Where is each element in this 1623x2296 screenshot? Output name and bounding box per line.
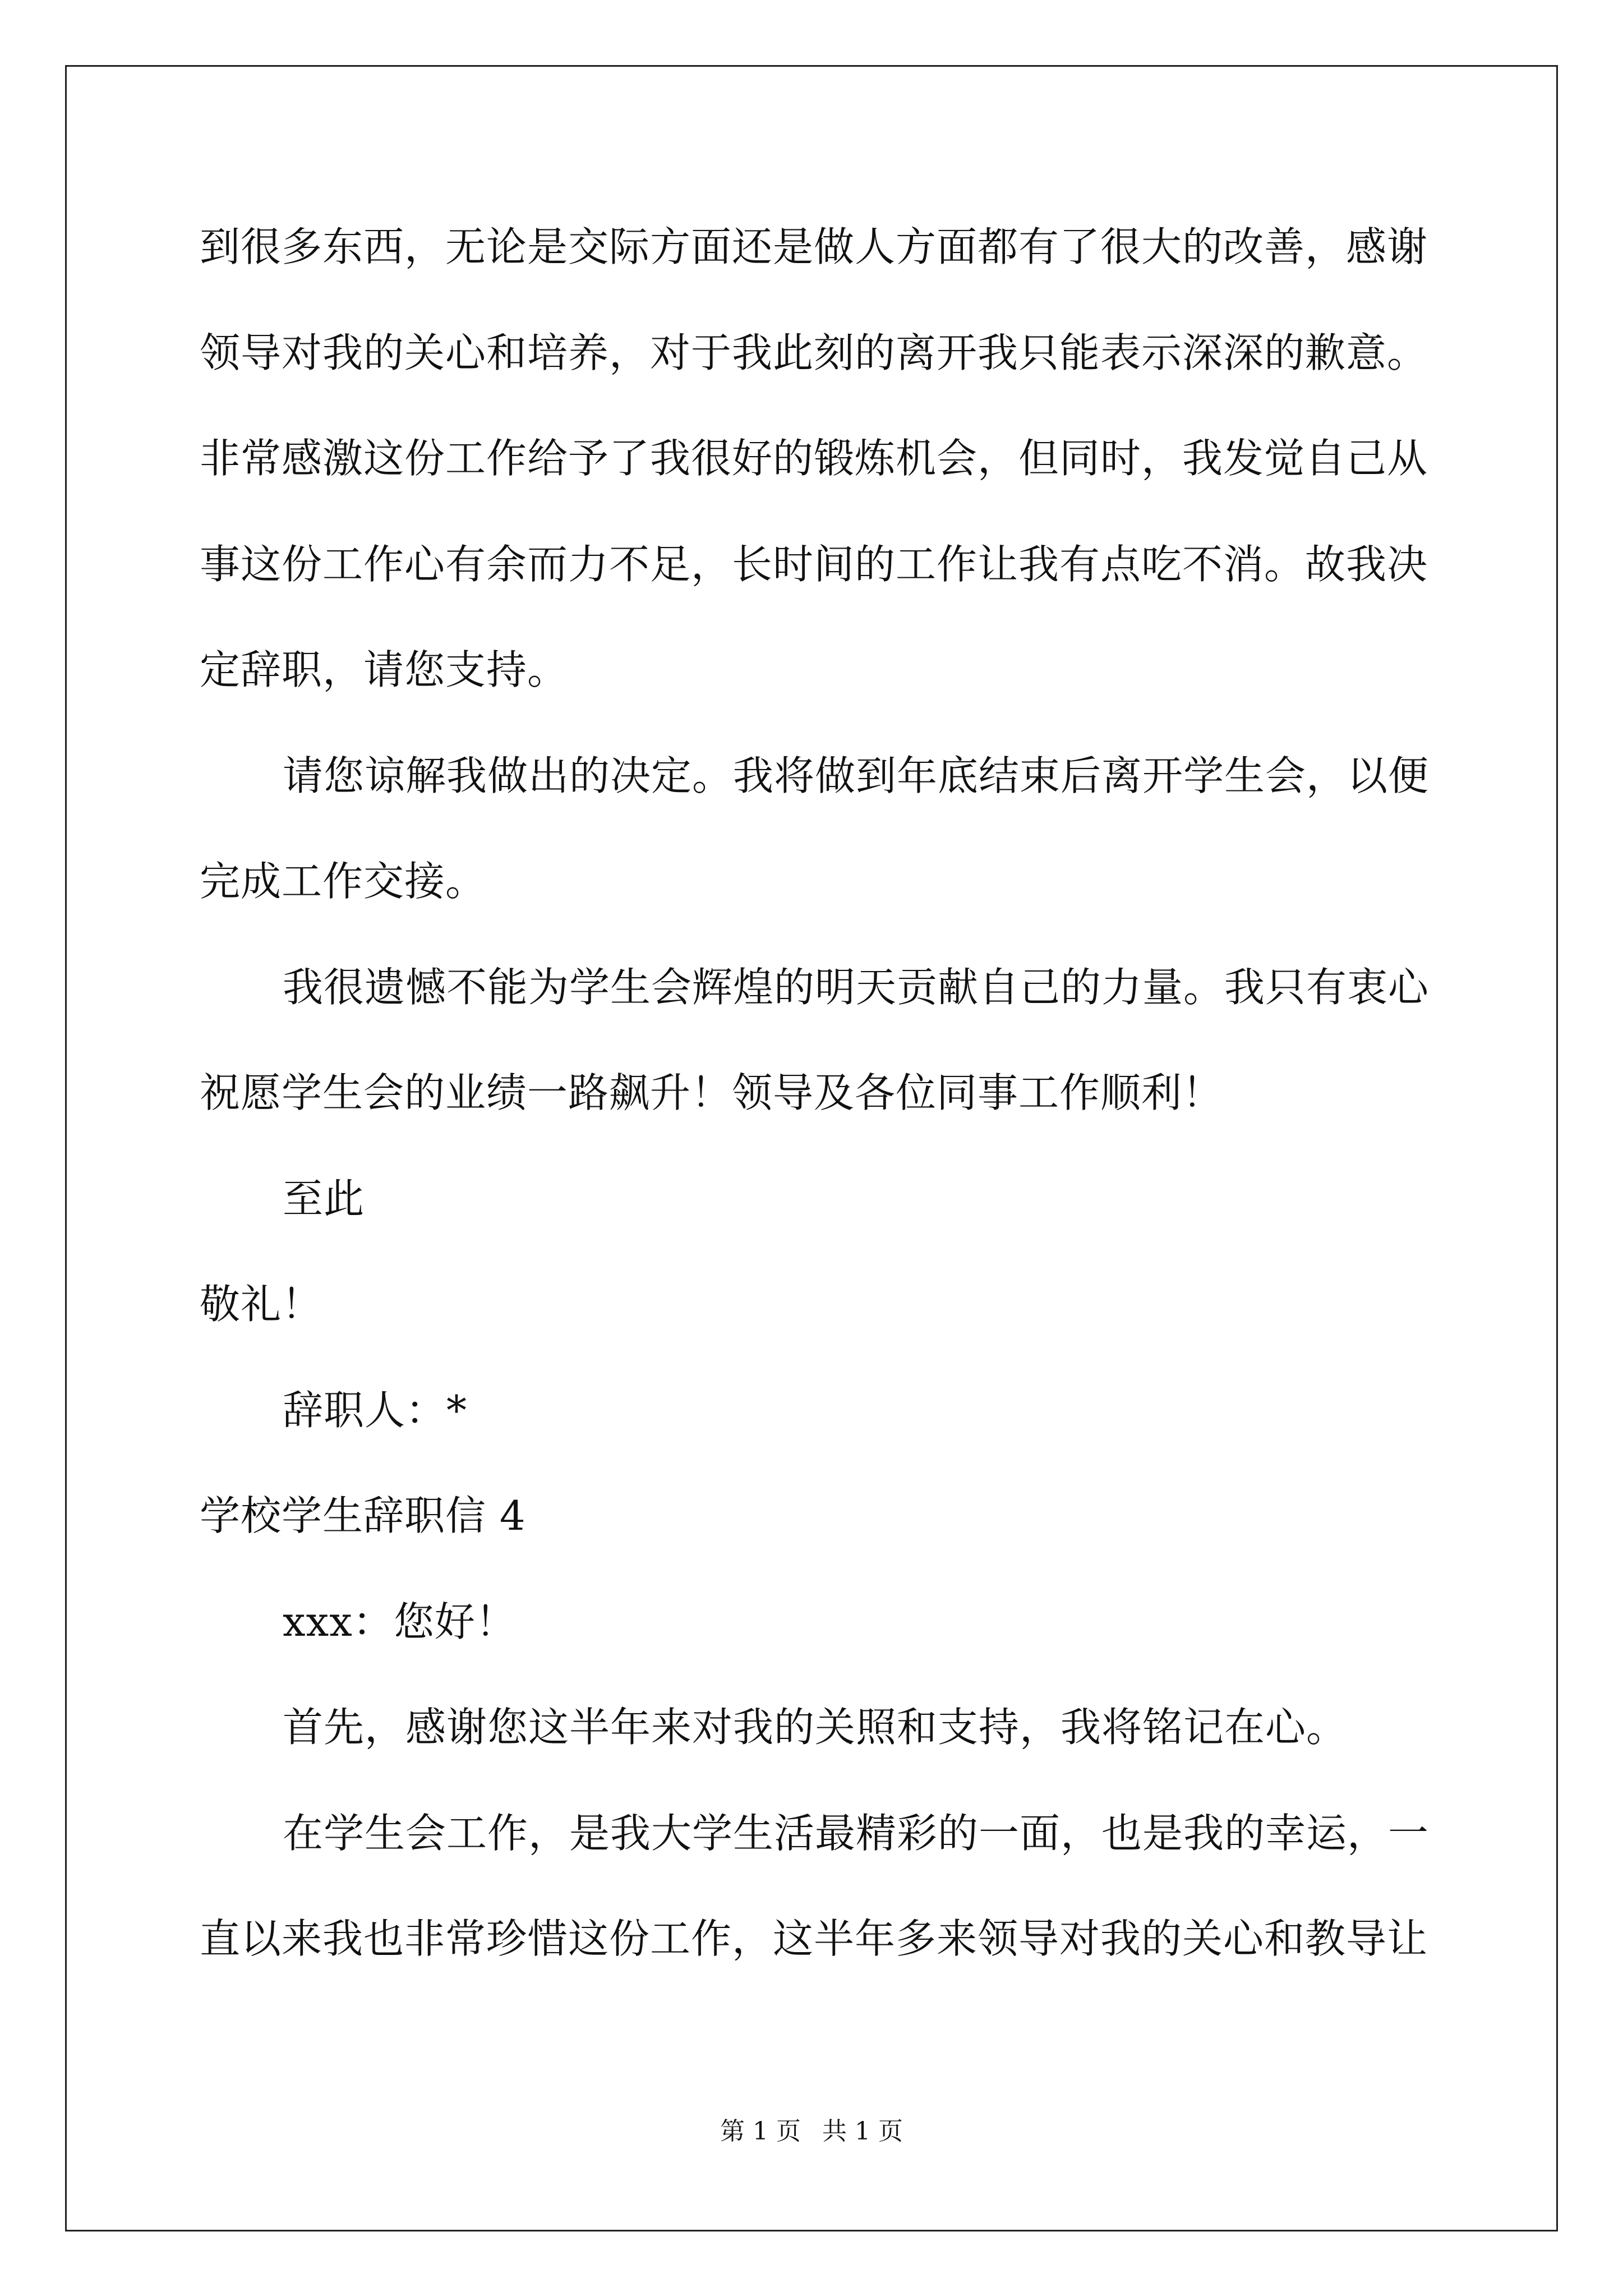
page-number: 第 1 页 bbox=[720, 2117, 801, 2146]
document-body bbox=[200, 213, 1433, 2011]
text-line: 我很遗憾不能为学生会辉煌的明天贡献自己的力量。我只有衷心 bbox=[283, 963, 1430, 1011]
text-line: 首先，感谢您这半年来对我的关照和支持，我将铭记在心。 bbox=[283, 1704, 1348, 1751]
text-line: 直以来我也非常珍惜这份工作，这半年多来领导对我的关心和教导让 bbox=[200, 1915, 1428, 1962]
section-title: 学校学生辞职信 4 bbox=[200, 1492, 526, 1539]
text-line: 事这份工作心有余而力不足，长时间的工作让我有点吃不消。故我决 bbox=[200, 540, 1428, 588]
page-footer bbox=[0, 2115, 1623, 2148]
text-line: 完成工作交接。 bbox=[200, 858, 487, 905]
page-total: 共 1 页 bbox=[822, 2117, 903, 2146]
text-line: 请您谅解我做出的决定。我将做到年底结束后离开学生会，以便 bbox=[283, 752, 1430, 799]
greeting-line: xxx：您好！ bbox=[283, 1598, 517, 1645]
text-line: 在学生会工作，是我大学生活最精彩的一面，也是我的幸运，一 bbox=[283, 1809, 1430, 1857]
text-line: 定辞职，请您支持。 bbox=[200, 646, 569, 693]
closing-line: 至此 bbox=[283, 1175, 365, 1222]
salutation-line: 敬礼！ bbox=[200, 1281, 323, 1328]
text-line: 到很多东西，无论是交际方面还是做人方面都有了很大的改善，感谢 bbox=[200, 223, 1428, 270]
text-line: 非常感激这份工作给予了我很好的锻炼机会，但同时，我发觉自己从 bbox=[200, 435, 1428, 482]
signature-line: 辞职人：* bbox=[283, 1386, 468, 1434]
text-line: 领导对我的关心和培养，对于我此刻的离开我只能表示深深的歉意。 bbox=[200, 329, 1428, 376]
text-line: 祝愿学生会的业绩一路飙升！领导及各位同事工作顺利！ bbox=[200, 1069, 1224, 1116]
